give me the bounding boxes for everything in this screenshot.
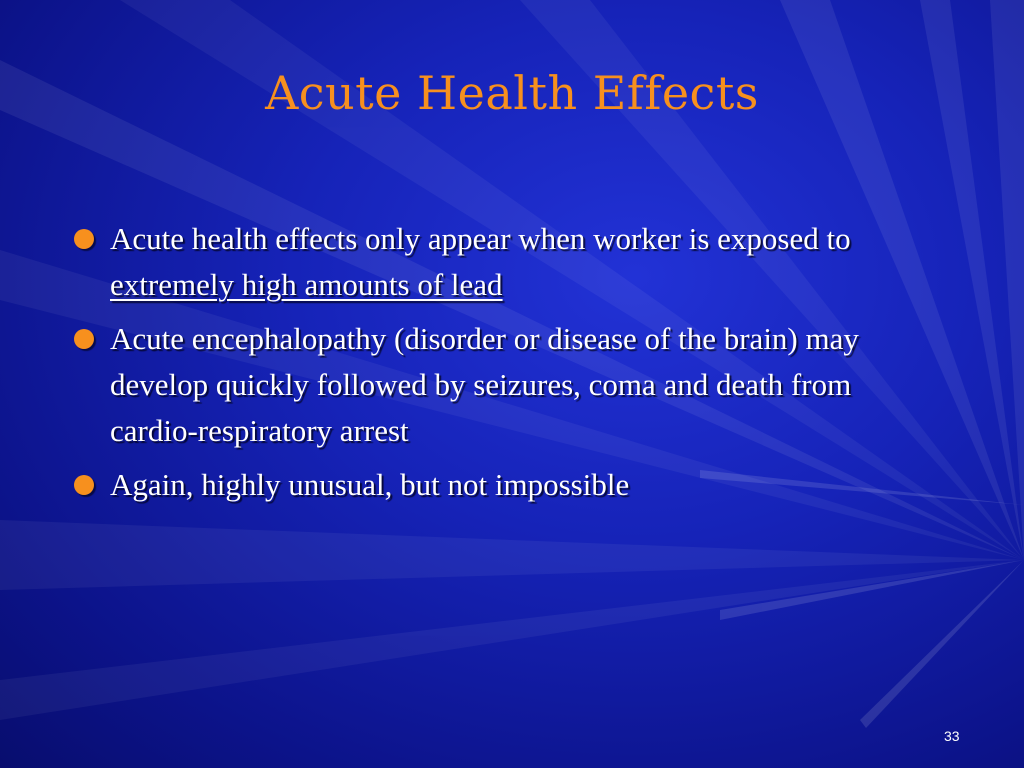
bullet-text-1: Acute health effects only appear when worker is exposed to [110, 221, 851, 256]
bullet-list [74, 216, 934, 516]
bullet-dot-icon [74, 475, 94, 495]
bullet-item-3 [74, 462, 934, 508]
bullet-text-2: Acute encephalopathy (disorder or disease of the brain) may develop quickly followed by seizures, coma and death from cardio-respiratory arrest [110, 321, 859, 448]
page-number: 33 [944, 728, 960, 744]
bullet-underlined-text: extremely high amounts of lead [110, 267, 503, 302]
bullet-dot-icon [74, 229, 94, 249]
bullet-dot-icon [74, 329, 94, 349]
bullet-text-3: Again, highly unusual, but not impossible [110, 467, 630, 502]
bullet-item-1 [74, 216, 934, 308]
bullet-item-2 [74, 316, 934, 454]
slide-title: Acute Health Effects [265, 66, 759, 120]
